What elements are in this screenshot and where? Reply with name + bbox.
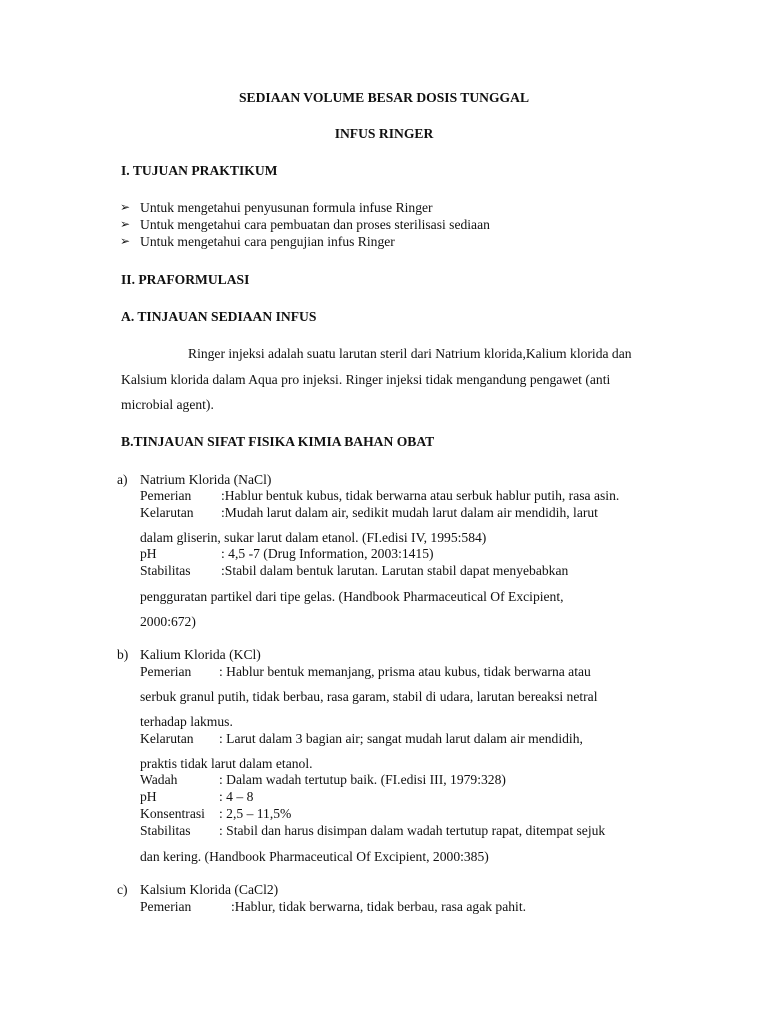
property-value: : Larut dalam 3 bagian air; sangat mudah larut dalam air mendidih, [219, 731, 583, 746]
item-name: Kalsium Klorida (CaCl2) [140, 882, 279, 897]
bullet-item: Untuk mengetahui cara pembuatan dan proses sterilisasi sediaan [140, 217, 490, 232]
property-value-continued: praktis tidak larut dalam etanol. [140, 756, 313, 771]
item-name: Kalium Klorida (KCl) [140, 647, 261, 662]
bullet-item: Untuk mengetahui cara pengujian infus Ringer [140, 234, 395, 249]
property-value-continued: 2000:672) [140, 614, 196, 629]
property-value: :Hablur, tidak berwarna, tidak berbau, rasa agak pahit. [231, 899, 527, 914]
item-marker: b) [117, 647, 129, 662]
property-label: Pemerian [140, 488, 192, 503]
property-value: :Mudah larut dalam air, sedikit mudah larut dalam air mendidih, larut [221, 505, 598, 520]
property-value-continued: terhadap lakmus. [140, 714, 233, 729]
section-1-heading: I. TUJUAN PRAKTIKUM [121, 163, 278, 178]
property-label: pH [140, 546, 157, 561]
property-value-continued: dan kering. (Handbook Pharmaceutical Of Excipient, 2000:385) [140, 849, 489, 864]
paragraph-line: microbial agent). [121, 397, 214, 412]
property-label: Pemerian [140, 664, 192, 679]
property-label: Konsentrasi [140, 806, 205, 821]
property-value: : Hablur bentuk memanjang, prisma atau kubus, tidak berwarna atau [219, 664, 591, 679]
property-label: Kelarutan [140, 505, 194, 520]
property-value: : 4 – 8 [219, 789, 254, 804]
property-label: Wadah [140, 772, 178, 787]
property-label: Stabilitas [140, 563, 191, 578]
property-label: Kelarutan [140, 731, 194, 746]
arrowhead-bullet-icon: ➢ [120, 200, 131, 214]
bullet-item: Untuk mengetahui penyusunan formula infuse Ringer [140, 200, 433, 215]
property-label: pH [140, 789, 157, 804]
property-value-continued: pengguratan partikel dari tipe gelas. (Handbook Pharmaceutical Of Excipient, [140, 589, 564, 604]
item-marker: c) [117, 882, 128, 897]
property-label: Pemerian [140, 899, 192, 914]
arrowhead-bullet-icon: ➢ [120, 234, 131, 248]
property-value: : Stabil dan harus disimpan dalam wadah tertutup rapat, ditempat sejuk [219, 823, 606, 838]
item-marker: a) [117, 472, 128, 487]
item-name: Natrium Klorida (NaCl) [140, 472, 272, 487]
document-title: SEDIAAN VOLUME BESAR DOSIS TUNGGAL [238, 90, 530, 105]
property-value-continued: dalam gliserin, sukar larut dalam etanol. (FI.edisi IV, 1995:584) [140, 530, 487, 545]
document-subtitle: INFUS RINGER [334, 126, 434, 141]
property-label: Stabilitas [140, 823, 191, 838]
subsection-a-heading: A. TINJAUAN SEDIAAN INFUS [121, 309, 317, 324]
paragraph-line: Kalsium klorida dalam Aqua pro injeksi. Ringer injeksi tidak mengandung pengawet (anti [121, 372, 611, 387]
subsection-b-heading: B.TINJAUAN SIFAT FISIKA KIMIA BAHAN OBAT [121, 434, 435, 449]
property-value: : 4,5 -7 (Drug Information, 2003:1415) [221, 546, 434, 561]
property-value: :Stabil dalam bentuk larutan. Larutan stabil dapat menyebabkan [221, 563, 569, 578]
arrowhead-bullet-icon: ➢ [120, 217, 131, 231]
section-2-heading: II. PRAFORMULASI [121, 272, 250, 287]
property-value: : 2,5 – 11,5% [219, 806, 292, 821]
property-value: : Dalam wadah tertutup baik. (FI.edisi III, 1979:328) [219, 772, 506, 787]
paragraph-line: Ringer injeksi adalah suatu larutan steril dari Natrium klorida,Kalium klorida dan [188, 346, 632, 361]
property-value: :Hablur bentuk kubus, tidak berwarna atau serbuk hablur putih, rasa asin. [221, 488, 620, 503]
property-value-continued: serbuk granul putih, tidak berbau, rasa garam, stabil di udara, larutan bereaksi netral [140, 689, 598, 704]
